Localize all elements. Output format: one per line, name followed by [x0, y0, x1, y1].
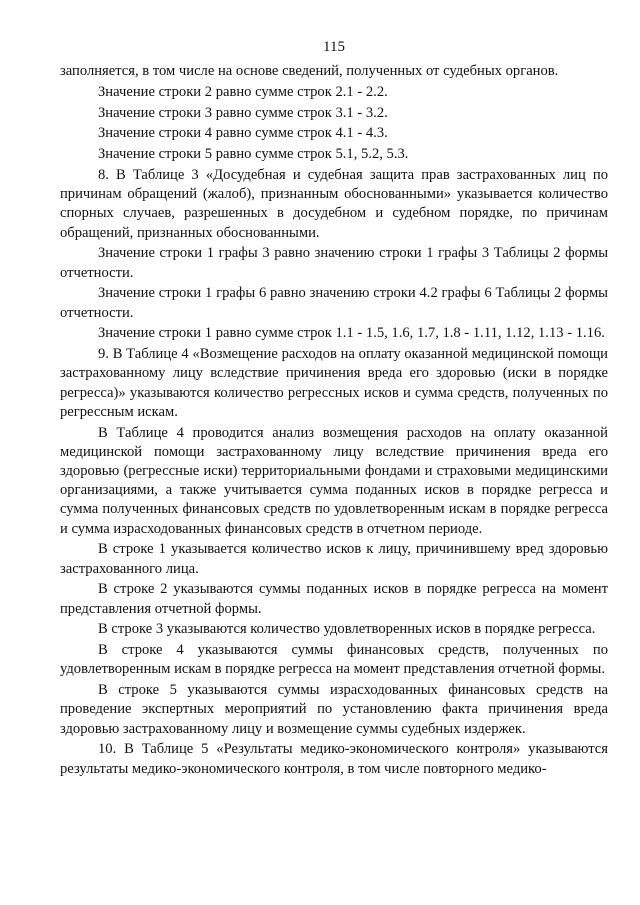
paragraph-table3-col3: Значение строки 1 графы 3 равно значению строки 1 графы 3 Таблицы 2 формы отчетности. — [60, 245, 608, 281]
paragraph-table4-analysis: В Таблице 4 проводится анализ возмещения расходов на оплату оказанной медицинской помощи застрахованному лицу вследствие причинения вреда его здоровью (регрессные иски) территориальными фондами и страховыми медицинскими организациями, а также учитывается сумма поданных исков в порядке регресса и сумма полученных финансовых средств по удовлетворенным искам в порядке регресса и сумма израсходованных финансовых средств в отчетном периоде. — [60, 424, 608, 537]
paragraph-table4-row4: В строке 4 указываются суммы финансовых средств, полученных по удовлетворенным искам в порядке регресса на момент представления отчетной формы. — [60, 642, 608, 678]
paragraph-continuation: заполняется, в том числе на основе сведений, полученных от судебных органов. — [60, 63, 559, 79]
paragraph-table4-row3: В строке 3 указываются количество удовлетворенных исков в порядке регресса. — [98, 621, 596, 638]
paragraph-section-8: 8. В Таблице 3 «Досудебная и судебная защита прав застрахованных лиц по причинам обращений (жалоб), признанным обоснованными» указывается количество спорных случаев, разрешенных в досудебном и судебном порядке, по причинам обращений, признанных обоснованными. — [60, 166, 608, 241]
document-page — [60, 0, 608, 905]
paragraph-row5-formula: Значение строки 5 равно сумме строк 5.1, 5.2, 5.3. — [98, 146, 409, 163]
paragraph-table3-col6: Значение строки 1 графы 6 равно значению строки 4.2 графы 6 Таблицы 2 формы отчетности. — [60, 285, 608, 321]
paragraph-table4-row5: В строке 5 указываются суммы израсходованных финансовых средств на проведение экспертных мероприятий по установлению факта причинения вреда здоровью застрахованному лицу и возмещение суммы судебных издержек. — [60, 682, 608, 737]
paragraph-table4-row2: В строке 2 указываются суммы поданных исков в порядке регресса на момент представления отчетной формы. — [60, 581, 608, 617]
paragraph-row4-formula: Значение строки 4 равно сумме строк 4.1 - 4.3. — [98, 125, 388, 142]
paragraph-section-9: 9. В Таблице 4 «Возмещение расходов на оплату оказанной медицинской помощи застрахованному лицу вследствие причинения вреда его здоровью (иски в порядке регресса)» указываются количество регрессных исков и сумма средств, полученных по регрессным искам. — [60, 346, 608, 420]
paragraph-row3-formula: Значение строки 3 равно сумме строк 3.1 - 3.2. — [98, 104, 388, 121]
paragraph-table3-row1-sum: Значение строки 1 равно сумме строк 1.1 - 1.5, 1.6, 1.7, 1.8 - 1.11, 1.12, 1.13 - 1.16. — [98, 325, 605, 342]
paragraph-section-10: 10. В Таблице 5 «Результаты медико-экономического контроля» указываются результаты медико-экономического контроля, в том числе повторного медико- — [60, 741, 608, 777]
page-number: 115 — [323, 39, 345, 55]
paragraph-table4-row1: В строке 1 указывается количество исков к лицу, причинившему вред здоровью застрахованного лица. — [60, 541, 608, 577]
paragraph-row2-formula: Значение строки 2 равно сумме строк 2.1 - 2.2. — [98, 83, 388, 100]
document-body — [60, 62, 608, 780]
